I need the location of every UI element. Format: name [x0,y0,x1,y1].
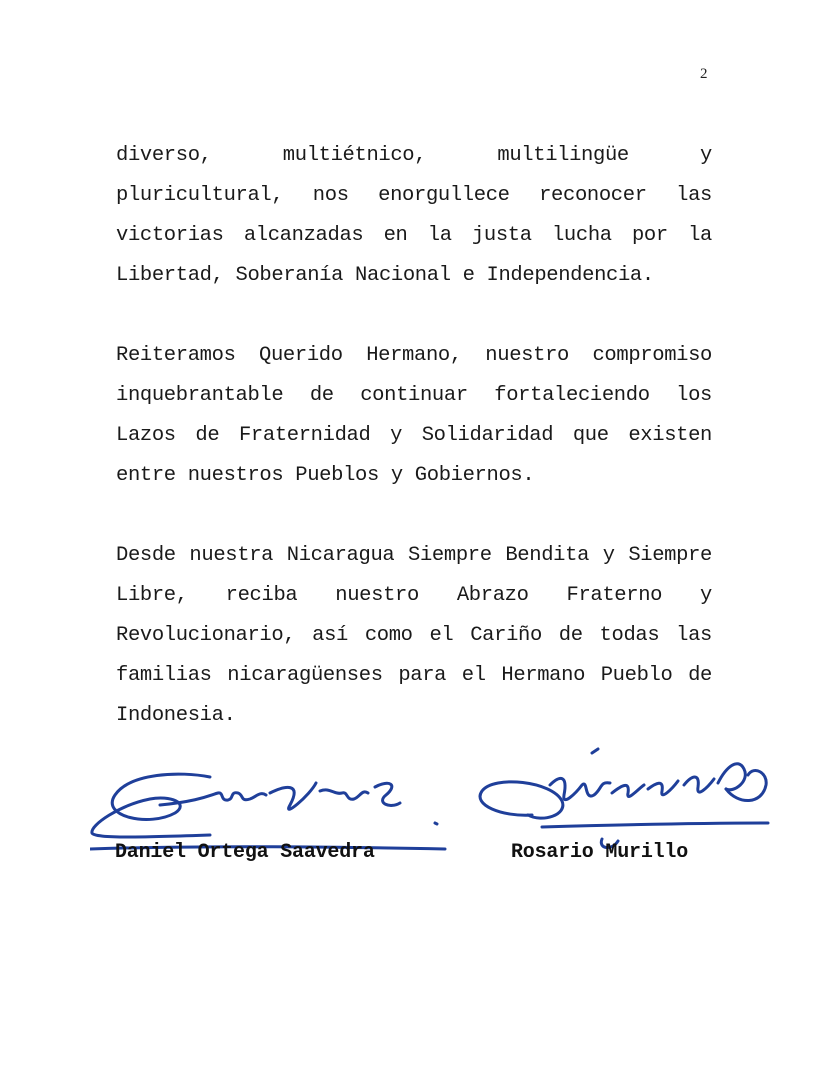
signature-rosario-murillo [472,745,772,855]
signature-block [80,745,800,885]
paragraph-3: Desde nuestra Nicaragua Siempre Bendita y Siempre Libre, reciba nuestro Abrazo Fraterno y Revolucionario, así como el Cariño de todas las familias nicaragüenses para el Hermano Pueblo de Indonesia. [116,544,712,727]
page-number: 2 [700,66,708,82]
signer-name-rosario-murillo: Rosario Murillo [511,841,689,864]
paragraph-2: Reiteramos Querido Hermano, nuestro compromiso inquebrantable de continuar fortaleciendo los Lazos de Fraternidad y Solidaridad que existen entre nuestros Pueblos y Gobiernos. [116,344,712,487]
paragraph-1: diverso, multiétnico, multilingüe y pluricultural, nos enorgullece reconocer las victorias alcanzadas en la justa lucha por la Libertad, Soberanía Nacional e Independencia. [116,144,712,287]
signer-name-daniel-ortega: Daniel Ortega Saavedra [115,841,375,864]
letter-body [116,136,712,776]
